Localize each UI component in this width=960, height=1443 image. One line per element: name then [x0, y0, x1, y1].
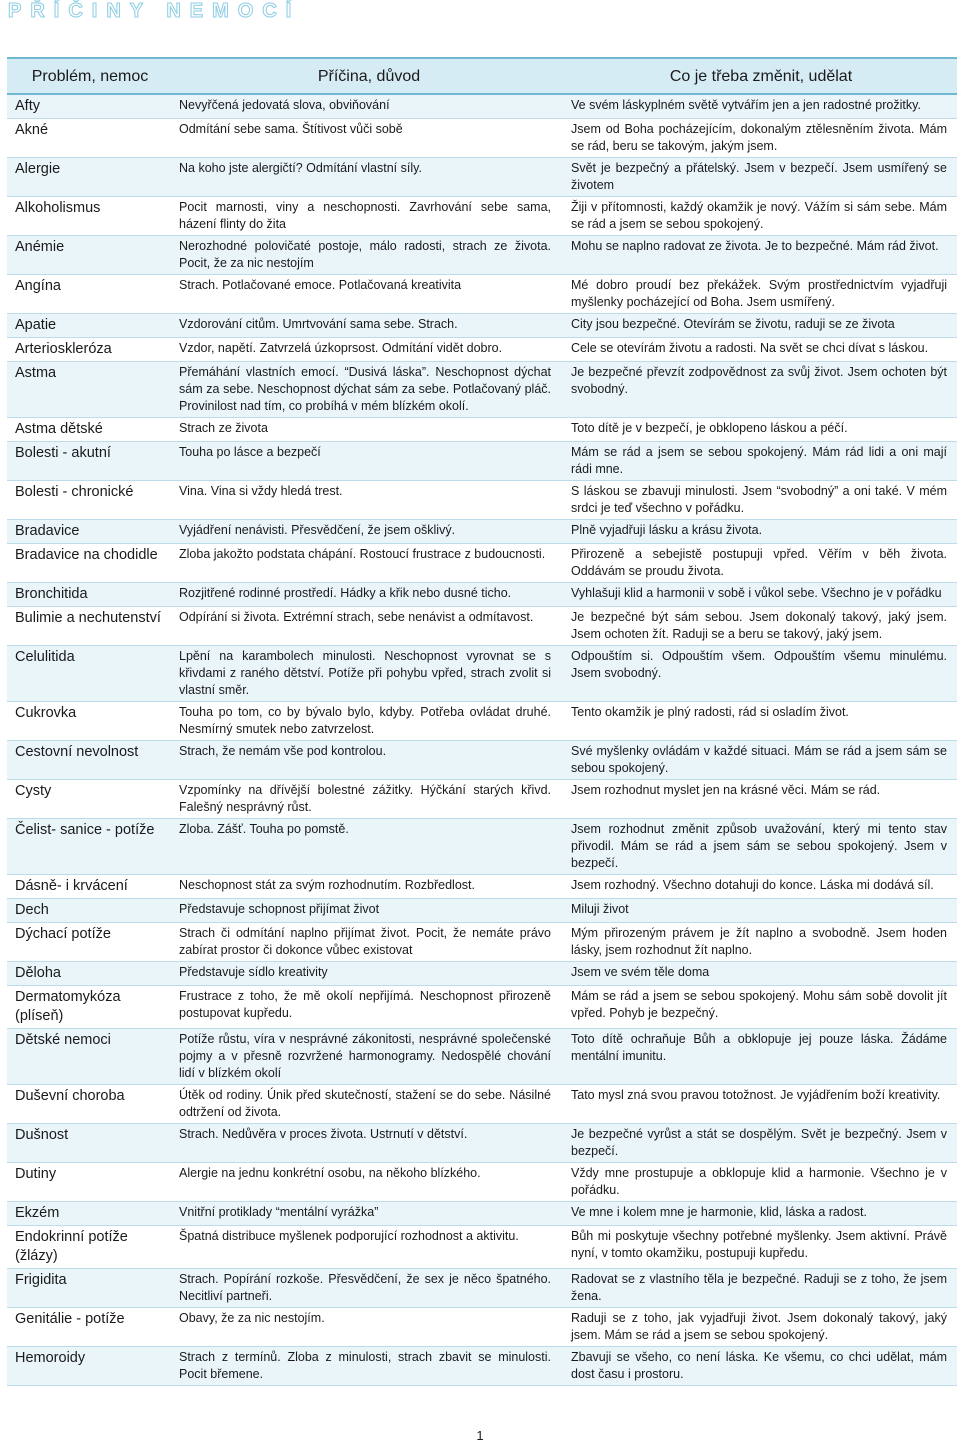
disease-name-cell: Bulimie a nechutenství — [7, 607, 173, 646]
fix-cell: Ve svém láskyplném světě vytvářím jen a jen radostné prožitky. — [565, 94, 957, 119]
cause-cell: Lpění na karambolech minulosti. Neschopnost vyrovnat se s křivdami z raného dětství. Potíže při pohybu vpřed, strach zvolit si vlastní směr. — [173, 646, 565, 702]
disease-name-cell: Astma dětské — [7, 418, 173, 442]
cause-cell: Touha po tom, co by bývalo bylo, kdyby. Potřeba ovládat druhé. Nesmírný smutek nebo zatvrzelost. — [173, 702, 565, 741]
cause-cell: Představuje schopnost přijímat život — [173, 899, 565, 923]
disease-name-cell: Hemoroidy — [7, 1347, 173, 1386]
table-row — [7, 607, 957, 646]
fix-cell: Přirozeně a sebejistě postupuji vpřed. Věřím v běh života. Oddávám se proudu života. — [565, 544, 957, 583]
fix-cell: Jsem rozhodnut změnit způsob uvažování, který mi tento stav přivodil. Mám se rád a jsem sám se sebou spokojený. Jsem v bezpečí. — [565, 819, 957, 875]
table-row — [7, 702, 957, 741]
cause-cell: Strach z termínů. Zloba z minulosti, strach zbavit se minulosti. Pocit břemene. — [173, 1347, 565, 1386]
table-row — [7, 923, 957, 962]
disease-name-cell: Dermatomykóza (plíseň) — [7, 986, 173, 1029]
table-row — [7, 275, 957, 314]
disease-name-cell: Cukrovka — [7, 702, 173, 741]
disease-name-cell: Alkoholismus — [7, 197, 173, 236]
cause-cell: Vina. Vina si vždy hledá trest. — [173, 481, 565, 520]
table-row — [7, 741, 957, 780]
cause-cell: Na koho jste alergičtí? Odmítání vlastní síly. — [173, 158, 565, 197]
fix-cell: Jsem rozhodnut myslet jen na krásné věci. Mám se rád. — [565, 780, 957, 819]
fix-cell: Odpouštím si. Odpouštím všem. Odpouštím všemu minulému. Jsem svobodný. — [565, 646, 957, 702]
table-header-row — [7, 58, 957, 94]
disease-name-cell: Frigidita — [7, 1269, 173, 1308]
cause-cell: Strach, že nemám vše pod kontrolou. — [173, 741, 565, 780]
cause-cell: Potíže růstu, víra v nesprávné zákonitosti, nesprávné společenské pojmy a v přesně rozvržené harmonogramy. Nedospělé chování lidí v blízkém okolí — [173, 1029, 565, 1085]
fix-cell: Vždy mne prostupuje a obklopuje klid a harmonie. Všechno je v pořádku. — [565, 1163, 957, 1202]
cause-cell: Obavy, že za nic nestojím. — [173, 1308, 565, 1347]
cause-cell: Vzdorování citům. Umrtvování sama sebe. Strach. — [173, 314, 565, 338]
table-row — [7, 442, 957, 481]
fix-cell: Mohu se naplno radovat ze života. Je to bezpečné. Mám rád život. — [565, 236, 957, 275]
cause-cell: Odmítání sebe sama. Štítivost vůči sobě — [173, 119, 565, 158]
disease-name-cell: Anémie — [7, 236, 173, 275]
fix-cell: Mám se rád a jsem se sebou spokojený. Mohu sám sobě dovolit jít vpřed. Pohyb je bezpečný. — [565, 986, 957, 1029]
disease-name-cell: Dušnost — [7, 1124, 173, 1163]
disease-name-cell: Angína — [7, 275, 173, 314]
fix-cell: Toto dítě je v bezpečí, je obklopeno láskou a péčí. — [565, 418, 957, 442]
disease-name-cell: Dýchací potíže — [7, 923, 173, 962]
cause-cell: Nevyřčená jedovatá slova, obviňování — [173, 94, 565, 119]
table-row — [7, 1085, 957, 1124]
cause-cell: Alergie na jednu konkrétní osobu, na někoho blízkého. — [173, 1163, 565, 1202]
fix-cell: Mé dobro proudí bez překážek. Svým prostřednictvím vyjadřuji myšlenky pocházející od Boha. Jsem usmířený. — [565, 275, 957, 314]
disease-name-cell: Bradavice na chodidle — [7, 544, 173, 583]
disease-name-cell: Čelist- sanice - potíže — [7, 819, 173, 875]
cause-cell: Vzdor, napětí. Zatvrzelá úzkoprsost. Odmítání vidět dobro. — [173, 338, 565, 362]
cause-cell: Frustrace z toho, že mě okolí nepřijímá. Neschopnost přirozeně postupovat kupředu. — [173, 986, 565, 1029]
table-row — [7, 1269, 957, 1308]
fix-cell: Mám se rád a jsem se sebou spokojený. Mám rád lidi a oni mají rádi mne. — [565, 442, 957, 481]
disease-name-cell: Alergie — [7, 158, 173, 197]
disease-name-cell: Celulitida — [7, 646, 173, 702]
table-row — [7, 819, 957, 875]
disease-name-cell: Cestovní nevolnost — [7, 741, 173, 780]
disease-name-cell: Endokrinní potíže (žlázy) — [7, 1226, 173, 1269]
table-row — [7, 236, 957, 275]
cause-cell: Vzpomínky na dřívější bolestné zážitky. Hýčkání starých křivd. Falešný nesprávný růst. — [173, 780, 565, 819]
cause-cell: Zloba jakožto podstata chápání. Rostoucí frustrace z budoucnosti. — [173, 544, 565, 583]
fix-cell: Své myšlenky ovládám v každé situaci. Mám se rád a jsem sám se sebou spokojený. — [565, 741, 957, 780]
disease-name-cell: Bronchitida — [7, 583, 173, 607]
fix-cell: Miluji život — [565, 899, 957, 923]
disease-name-cell: Bolesti - akutní — [7, 442, 173, 481]
table-row — [7, 158, 957, 197]
page-number: 1 — [476, 1428, 484, 1443]
disease-name-cell: Arterioskleróza — [7, 338, 173, 362]
table-row — [7, 962, 957, 986]
cause-cell: Představuje sídlo kreativity — [173, 962, 565, 986]
disease-name-cell: Ekzém — [7, 1202, 173, 1226]
table-row — [7, 94, 957, 119]
cause-cell: Neschopnost stát za svým rozhodnutím. Rozbředlost. — [173, 875, 565, 899]
fix-cell: Je bezpečné být sám sebou. Jsem dokonalý takový, jaký jsem. Jsem ochoten žít. Raduji se a beru se takový, jaký jsem. — [565, 607, 957, 646]
table-row — [7, 583, 957, 607]
fix-cell: Plně vyjadřuji lásku a krásu života. — [565, 520, 957, 544]
cause-cell: Přemáhání vlastních emocí. “Dusivá láska”. Neschopnost dýchat sám za sebe. Neschopnost dýchat sám za sebe. Potlačovaný pláč. Provinilost nad tím, co probíhá v mém blízkém okolí. — [173, 362, 565, 418]
table-row — [7, 1163, 957, 1202]
table-row — [7, 119, 957, 158]
fix-cell: Cele se otevírám životu a radosti. Na svět se chci dívat s láskou. — [565, 338, 957, 362]
table-row — [7, 362, 957, 418]
table-row — [7, 481, 957, 520]
cause-cell: Vnitřní protiklady “mentální vyrážka” — [173, 1202, 565, 1226]
table-row — [7, 1226, 957, 1269]
fix-cell: Bůh mi poskytuje všechny potřebné myšlenky. Jsem aktivní. Právě nyní, v tomto okamžiku, postupuji kupředu. — [565, 1226, 957, 1269]
table-row — [7, 1347, 957, 1386]
fix-cell: Je bezpečné vyrůst a stát se dospělým. Svět je bezpečný. Jsem v bezpečí. — [565, 1124, 957, 1163]
table-row — [7, 986, 957, 1029]
disease-name-cell: Dech — [7, 899, 173, 923]
table-row — [7, 899, 957, 923]
fix-cell: City jsou bezpečné. Otevírám se životu, raduji se ze života — [565, 314, 957, 338]
diseases-table — [7, 57, 957, 1386]
fix-cell: Svět je bezpečný a přátelský. Jsem v bezpečí. Jsem usmířený se životem — [565, 158, 957, 197]
fix-cell: S láskou se zbavuji minulosti. Jsem “svobodný” a oni také. V mém srdci je teď všechno v pořádku. — [565, 481, 957, 520]
disease-name-cell: Děloha — [7, 962, 173, 986]
disease-name-cell: Bolesti - chronické — [7, 481, 173, 520]
cause-cell: Strach či odmítání naplno přijímat život. Pocit, že nemáte právo zabírat prostor či dokonce vůbec existovat — [173, 923, 565, 962]
disease-name-cell: Afty — [7, 94, 173, 119]
disease-name-cell: Astma — [7, 362, 173, 418]
table-row — [7, 1029, 957, 1085]
header-cause: Příčina, důvod — [173, 58, 565, 94]
table-row — [7, 1308, 957, 1347]
cause-cell: Strach. Popírání rozkoše. Přesvědčení, že sex je něco špatného. Necitliví partneři. — [173, 1269, 565, 1308]
table-row — [7, 520, 957, 544]
disease-name-cell: Genitálie - potíže — [7, 1308, 173, 1347]
cause-cell: Zloba. Zášť. Touha po pomstě. — [173, 819, 565, 875]
fix-cell: Zbavuji se všeho, co není láska. Ke všemu, co chci udělat, mám dost času i prostoru. — [565, 1347, 957, 1386]
table-row — [7, 875, 957, 899]
fix-cell: Toto dítě ochraňuje Bůh a obklopuje jej pouze láska. Žádáme mentální imunitu. — [565, 1029, 957, 1085]
cause-cell: Strach. Nedůvěra v proces života. Ustrnutí v dětství. — [173, 1124, 565, 1163]
fix-cell: Raduji se z toho, jak vyjadřuji život. Jsem dokonalý takový, jaký jsem. Mám se rád a jsem se sebou spokojený. — [565, 1308, 957, 1347]
disease-name-cell: Dutiny — [7, 1163, 173, 1202]
table-row — [7, 544, 957, 583]
cause-cell: Strach ze života — [173, 418, 565, 442]
cause-cell: Odpírání si života. Extrémní strach, sebe nenávist a odmítavost. — [173, 607, 565, 646]
table-row — [7, 1124, 957, 1163]
table-row — [7, 314, 957, 338]
cause-cell: Vyjádření nenávisti. Přesvědčení, že jsem ošklivý. — [173, 520, 565, 544]
header-fix: Co je třeba změnit, udělat — [565, 58, 957, 94]
fix-cell: Tento okamžik je plný radosti, rád si osladím život. — [565, 702, 957, 741]
disease-name-cell: Bradavice — [7, 520, 173, 544]
cause-cell: Útěk od rodiny. Únik před skutečností, stažení se do sebe. Násilné odtržení od života. — [173, 1085, 565, 1124]
cause-cell: Rozjitřené rodinné prostředí. Hádky a křik nebo dusné ticho. — [173, 583, 565, 607]
disease-name-cell: Akné — [7, 119, 173, 158]
fix-cell: Jsem od Boha pocházejícím, dokonalým ztělesněním života. Mám se rád, beru se takovým, jakým jsem. — [565, 119, 957, 158]
fix-cell: Ve mne i kolem mne je harmonie, klid, láska a radost. — [565, 1202, 957, 1226]
cause-cell: Nerozhodné polovičaté postoje, málo radosti, strach ze života. Pocit, že za nic nestojím — [173, 236, 565, 275]
cause-cell: Strach. Potlačované emoce. Potlačovaná kreativita — [173, 275, 565, 314]
table-row — [7, 338, 957, 362]
header-problem: Problém, nemoc — [7, 58, 173, 94]
table-row — [7, 646, 957, 702]
fix-cell: Vyhlašuji klid a harmonii v sobě i vůkol sebe. Všechno je v pořádku — [565, 583, 957, 607]
disease-name-cell: Duševní choroba — [7, 1085, 173, 1124]
cause-cell: Špatná distribuce myšlenek podporující rozhodnost a aktivitu. — [173, 1226, 565, 1269]
cause-cell: Touha po lásce a bezpečí — [173, 442, 565, 481]
table-row — [7, 780, 957, 819]
disease-name-cell: Apatie — [7, 314, 173, 338]
fix-cell: Radovat se z vlastního těla je bezpečné. Raduji se z toho, že jsem žena. — [565, 1269, 957, 1308]
disease-name-cell: Dásně- i krvácení — [7, 875, 173, 899]
fix-cell: Mým přirozeným právem je žít naplno a svobodně. Jsem hoden lásky, jsem rozhodnut žít naplno. — [565, 923, 957, 962]
table-row — [7, 1202, 957, 1226]
cause-cell: Pocit marnosti, viny a neschopnosti. Zavrhování sebe sama, házení flinty do žita — [173, 197, 565, 236]
table-row — [7, 418, 957, 442]
fix-cell: Je bezpečné převzít zodpovědnost za svůj život. Jsem ochoten být svobodný. — [565, 362, 957, 418]
page-title: PŘÍČINY NEMOCÍ — [8, 0, 301, 22]
disease-name-cell: Cysty — [7, 780, 173, 819]
disease-name-cell: Dětské nemoci — [7, 1029, 173, 1085]
fix-cell: Jsem rozhodný. Všechno dotahuji do konce. Láska mi dodává síl. — [565, 875, 957, 899]
fix-cell: Žiji v přítomnosti, každý okamžik je nový. Vážím si sám sebe. Mám se rád a jsem se sebou spokojený. — [565, 197, 957, 236]
fix-cell: Tato mysl zná svou pravou totožnost. Je vyjádřením boží kreativity. — [565, 1085, 957, 1124]
table-row — [7, 197, 957, 236]
fix-cell: Jsem ve svém těle doma — [565, 962, 957, 986]
